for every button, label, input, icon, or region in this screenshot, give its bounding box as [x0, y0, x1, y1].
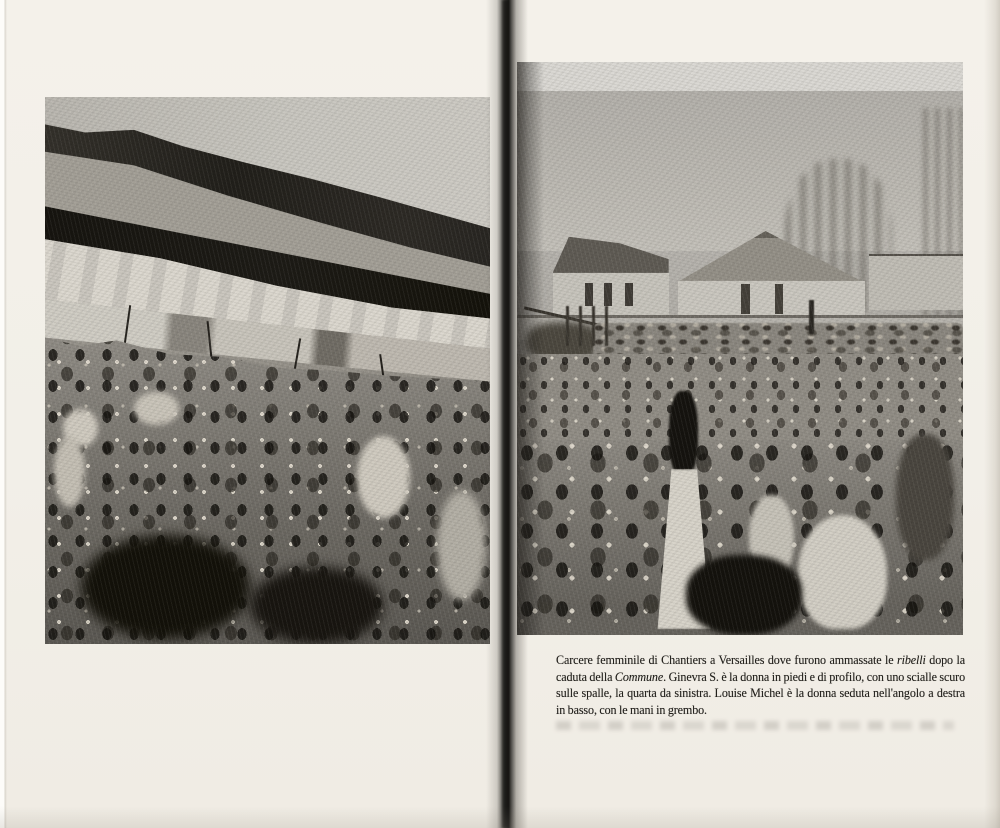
scan-edge-bottom [0, 806, 1000, 828]
right-photo-crowd-back-rows [517, 354, 963, 451]
pavilion-door [775, 284, 783, 313]
right-photo-louise-michel-apron [798, 515, 887, 630]
left-photo-light-figure [54, 436, 85, 507]
right-photo-pavilion [678, 231, 865, 317]
pavilion-roof [678, 231, 865, 281]
right-photo-sky [517, 91, 963, 251]
house-window [625, 283, 633, 305]
right-photo-seated-dark-figures [686, 555, 802, 635]
pavilion-body [678, 281, 865, 317]
house-roof [553, 237, 669, 273]
left-page-photo [45, 97, 490, 644]
pavilion-door [741, 284, 749, 313]
right-photo-distant-figures [566, 306, 615, 346]
right-page-photo [517, 62, 963, 635]
left-photo-light-blouse-figure [357, 436, 410, 518]
left-photo-foreground-dark-figures [81, 535, 250, 639]
scan-edge-left [0, 0, 7, 828]
photo-caption: Carcere femminile di Chantiers a Versailles dove furono ammassate le ribelli dopo la caduta della Commune. Ginevra S. è la donna in piedi e di profilo, con uno scialle scuro sulle spalle, la quarta da sinistra. Louise Michel è la donna seduta nell'angolo a destra in basso, con le mani in grembo. [556, 653, 965, 717]
gutter-shadow-core [502, 0, 509, 828]
scan-edge-right [984, 0, 1000, 828]
left-photo-light-skirt [437, 491, 486, 600]
right-photo-top-band [517, 62, 963, 91]
show-through-text-band [556, 721, 954, 730]
left-photo-produce-basket [134, 392, 179, 425]
right-photo-seated-dark-figure [896, 434, 954, 560]
right-photo-figure-on-wall [809, 300, 814, 334]
right-photo-ginevra-bodice [669, 391, 698, 477]
left-photo-foreground-dark-figures [250, 567, 384, 644]
right-photo-outbuilding [869, 254, 963, 310]
